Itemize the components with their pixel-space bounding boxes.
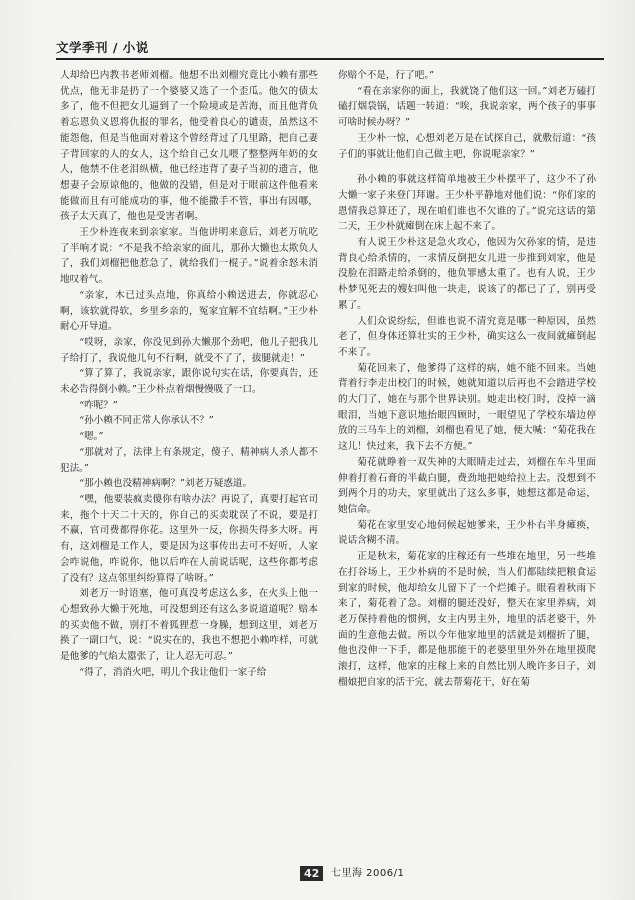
- header-rule: [56, 58, 604, 60]
- paragraph: “得了，消消火吧，明儿个我让他们一家子给: [79, 666, 267, 678]
- paragraph: 人却给巴内教书老师刘榴。他想不出刘榴究竟比小赖有那些优点，他无非是扔了一个婆婆又选了一个歪瓜。他欠的债太多了，他不但把女儿逼到了一个险境或是苦海，而且他背负着忘恩负义恩将仇报的罪名，他受着良心的谴责，虽然这不能怨他，但是当他面对着这个曾经背过了几里路，把自己妻子背回家的人的女人，这个给自己女儿喂了整整两年奶的女人，他禁不住老泪纵横，他已经违背了妻子当初的遗言，他想妻子会原谅他的，他做的没错，但是对于眼前这件他看来能做而且有可能成功的事，他不能撒手不管，事出有因哪，孩子太天真了，他也是受害者啊。: [60, 70, 318, 223]
- paragraph: “嗯。”: [79, 431, 104, 443]
- paragraph: 你赔个不是，行了吧。”: [338, 70, 435, 81]
- paragraph: “孙小赖不同正常人你承认不？”: [79, 415, 214, 427]
- left-column: [60, 68, 318, 680]
- paragraph: 有人说王少朴这是急火攻心，他因为欠孙家的情，是违背良心给杀情的，一求情反倒把女儿进一步推到刘家，他是没脸在泪路走给杀倒的，他负罪感太重了。也有人说，王少朴梦见死去的嫂妇叫他一块走，说该了的都已了了，别再受累了。: [338, 237, 596, 311]
- paragraph: “嘿，他要装疯卖傻你有啥办法？再说了，真要打起官司来，拖个十天二十天的，你自己的买卖耽误了不说，要是打不赢，官司费都得你花。这里外一反，你损失得多大呀。再有，这刘榴是工作人，要是因为这事传出去可不好听，人家会咋说他，咋说你，他以后咋在人前说话呢，这些你都考虑了没有？这点邻里纠纷算得了啥呀。”: [60, 493, 318, 584]
- paragraph: 菊花就睁着一双失神的大眼睛走过去，刘榴在车斗里面伸着打着石膏的半截白腿，费劲地把她给拉上去。没想到不到两个月的功夫，家里就出了这么多事，她想这都是命运，她信命。: [338, 456, 596, 515]
- paragraph: 正是秋末，菊花家的庄稼还有一些堆在地里，另一些堆在打谷场上，王少朴病的不是时候，当人们都陆续把粮食运到家的时候，他却给女儿留下了一个烂摊子。眼看着秋雨下来了，菊花着了急。刘榴的腿还没好，整天在家里养病，刘老万保持着他的惯例，女主内男主外，地里的活老婆干，外面的生意他去做。所以今年他家地里的活就是刘榴折了腿，他也没伸一下手，都是他那能干的老婆里里外外在地里摸爬滚打，这样，他家的庄稼上来的自然比别人晚许多日子，刘榴娘把自家的活干完，就去帮菊花干，好在菊: [338, 551, 596, 688]
- publication-info: 七里海 2006/1: [331, 868, 405, 879]
- paragraph: 菊花在家里安心地伺候起她爹来，王少朴右半身瘫痪，说话含糊不清。: [338, 519, 596, 547]
- right-column: [338, 68, 596, 690]
- section-header: 文学季刊 / 小说: [56, 40, 149, 55]
- paragraph: 刘老万一时语塞，他可真没考虑这么多，在火头上他一心想致孙大懒于死地，可没想到还有这么多说道道呢？赔本的买卖他不做，别打不着狐狸惹一身臊，想到这里，刘老万换了一副口气，说：“说实在的，我也不想把小赖咋样，可就是他爹的气焰太嚣张了，让人忍无可忍。”: [60, 588, 318, 663]
- paragraph: “亲家，木已过头点地，你真给小赖送进去，你就忍心啊，该软就得软，乡里乡亲的，冤家宜解不宜结啊。”王少朴耐心开导道。: [60, 289, 318, 333]
- paragraph: “那小赖也没精神病啊？”刘老万疑惑道。: [79, 478, 253, 490]
- page-number: 42: [300, 866, 323, 881]
- paragraph: 人们众说纷纭，但谁也说不清究竟是哪一种原因，虽然老了，但身体还算壮实的王少朴，确实这么一夜间就瘫倒起不来了。: [338, 315, 596, 358]
- paragraph: 菊花回来了，他爹得了这样的病，她不能不回来。当她背着行李走出校门的时候，她就知道以后再也不会踏进学校的大门了，她在与那个世界诀别。她走出校门时，没掉一滴眼泪，当她下意识地抬眼四顾时，一眼望见了学校东墙边停放的三马车上的刘榴，刘榴也看见了她，便大喊：“菊花我在这儿！快过来，我下去不方便。”: [338, 362, 596, 453]
- paragraph: “看在亲家你的面上，我就饶了他们这一回。”刘老万磕打磕打烟袋锅，话题一转道：“唉，我说亲家，两个孩子的事事可啥时候办呀？”: [338, 85, 596, 129]
- paragraph: 孙小赖的事就这样简单地被王少朴摆平了，这少不了孙大懒一家子来登门拜谢。王少朴平静地对他们说：“你们家的恩情我总算还了，现在咱们谁也不欠谁的了。”说完这话的第二天，王少朴就瘫倒在床上起不来了。: [338, 174, 596, 233]
- paragraph: “算了算了，我说亲家，跟你说句实在话，你要真告，还未必告得倒小赖。”王少朴点着烟慢慢吸了一口。: [60, 368, 318, 396]
- paragraph: “那就对了，法律上有条规定，傻子、精神病人杀人都不犯法。”: [60, 446, 318, 474]
- paragraph: “咋呢？”: [79, 399, 118, 411]
- paragraph: 王少朴一惊，心想刘老万是在试探自己，就敷衍道：“孩子们的事就让他们自己做主吧，你说呢亲家？”: [338, 132, 596, 160]
- paragraph: 王少朴连夜来到亲家家。当他讲明来意后，刘老万吭吃了半响才说：“不是我不给亲家的面儿，那孙大懒也太欺负人了，我们刘榴把他惹急了，就给我们一棍子。”说着余怒未消地叹着气。: [60, 227, 318, 286]
- paragraph: “哎呀，亲家，你没见到孙大懒那个劲吧，他儿子把我儿子给打了，我说他儿句不行啊，就受不了了，拔腿就走！”: [60, 336, 318, 364]
- page-footer: [0, 866, 635, 882]
